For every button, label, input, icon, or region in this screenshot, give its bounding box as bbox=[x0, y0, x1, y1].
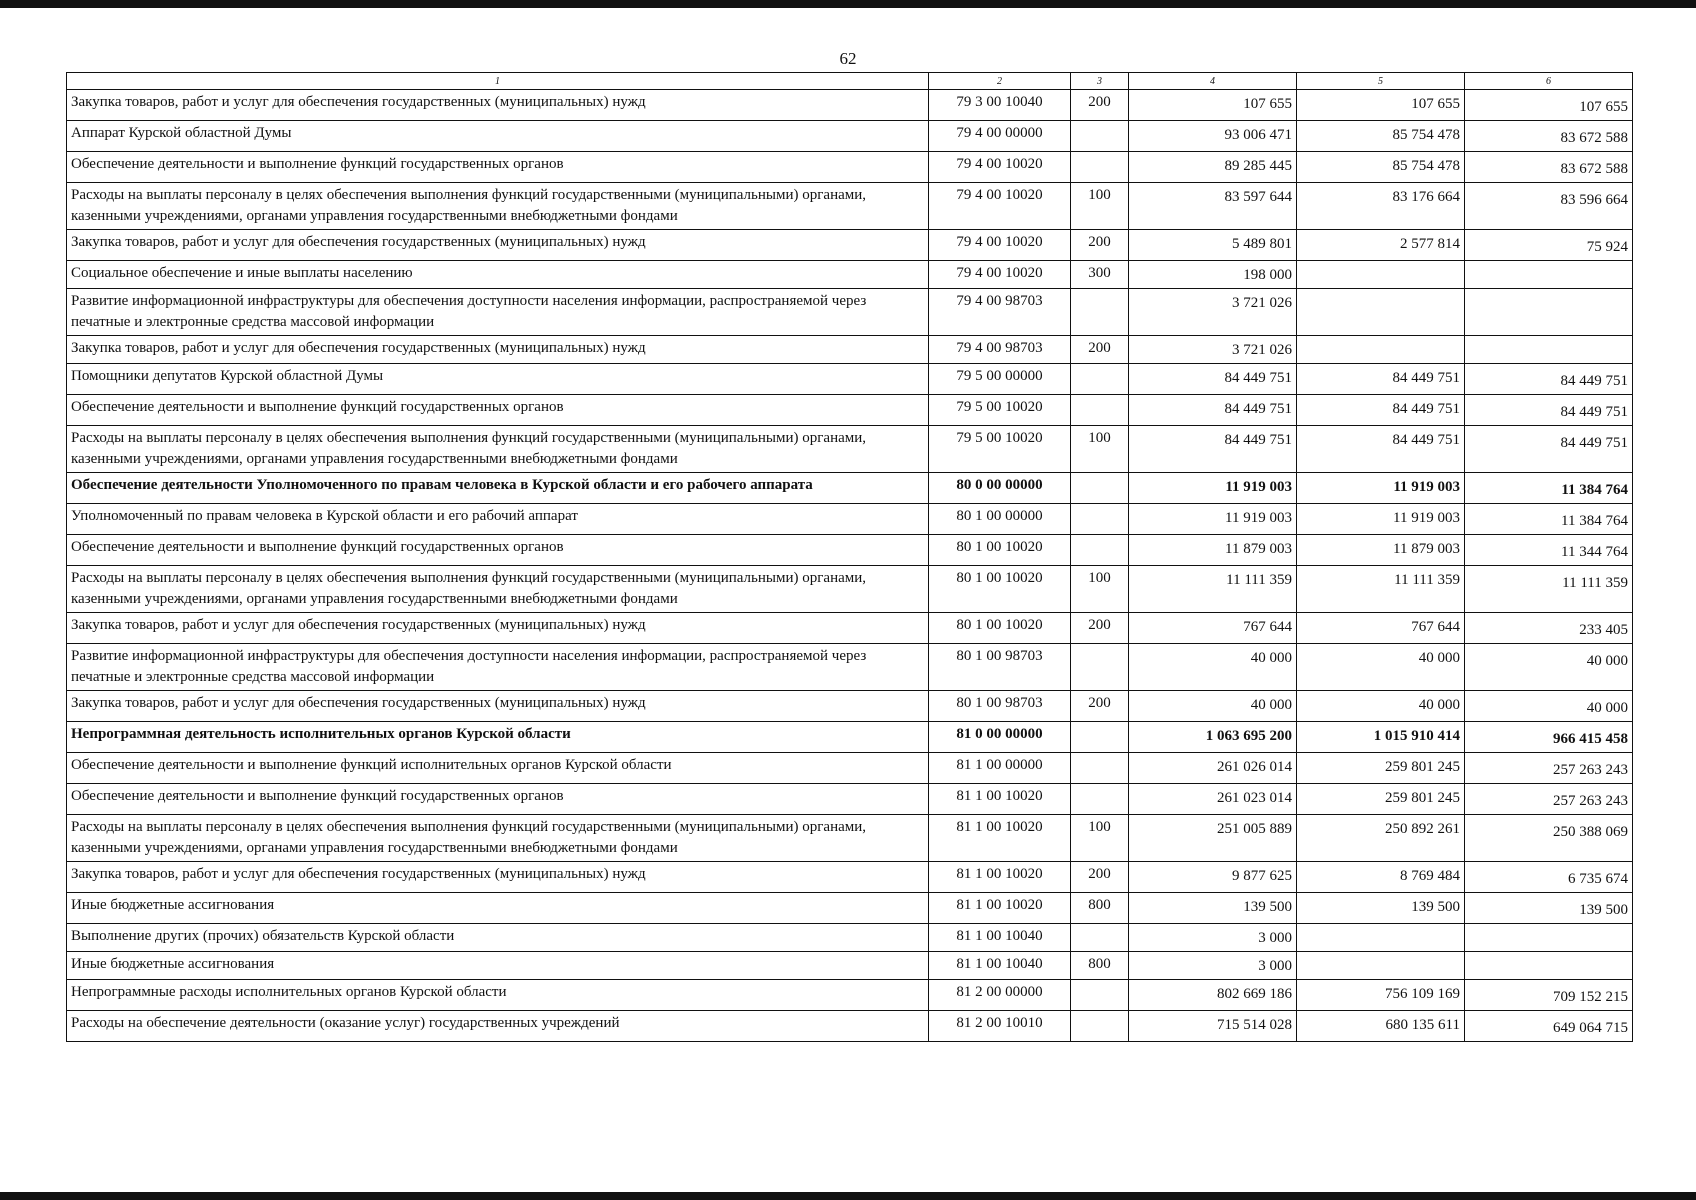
row-value-col6: 83 596 664 bbox=[1465, 183, 1633, 230]
row-value-col6 bbox=[1465, 924, 1633, 952]
row-expense-type bbox=[1071, 644, 1129, 691]
table-row bbox=[67, 722, 1633, 753]
row-code: 81 1 00 10020 bbox=[929, 815, 1071, 862]
row-code: 81 2 00 00000 bbox=[929, 980, 1071, 1011]
row-code: 81 0 00 00000 bbox=[929, 722, 1071, 753]
row-value-col5: 11 919 003 bbox=[1297, 473, 1465, 504]
table-row bbox=[67, 395, 1633, 426]
row-code: 80 1 00 10020 bbox=[929, 613, 1071, 644]
row-value-col6 bbox=[1465, 289, 1633, 336]
scan-border-bottom bbox=[0, 1192, 1696, 1200]
row-value-col4: 83 597 644 bbox=[1129, 183, 1297, 230]
row-value-col4: 11 879 003 bbox=[1129, 535, 1297, 566]
row-value-col5: 259 801 245 bbox=[1297, 753, 1465, 784]
row-value-col6: 6 735 674 bbox=[1465, 862, 1633, 893]
row-value-col5: 40 000 bbox=[1297, 644, 1465, 691]
row-value-col6: 649 064 715 bbox=[1465, 1011, 1633, 1042]
row-code: 81 1 00 10020 bbox=[929, 893, 1071, 924]
row-value-col4: 3 721 026 bbox=[1129, 336, 1297, 364]
row-value-col4: 11 111 359 bbox=[1129, 566, 1297, 613]
row-expense-type bbox=[1071, 1011, 1129, 1042]
row-expense-type bbox=[1071, 504, 1129, 535]
table-row bbox=[67, 364, 1633, 395]
row-code: 81 1 00 10020 bbox=[929, 862, 1071, 893]
row-expense-type bbox=[1071, 152, 1129, 183]
row-code: 79 5 00 10020 bbox=[929, 426, 1071, 473]
row-description: Выполнение других (прочих) обязательств Курской области bbox=[67, 924, 929, 952]
row-value-col4: 3 000 bbox=[1129, 924, 1297, 952]
row-value-col4: 107 655 bbox=[1129, 90, 1297, 121]
row-value-col6: 40 000 bbox=[1465, 691, 1633, 722]
row-expense-type bbox=[1071, 535, 1129, 566]
row-value-col5 bbox=[1297, 952, 1465, 980]
row-value-col5: 85 754 478 bbox=[1297, 121, 1465, 152]
row-value-col5: 83 176 664 bbox=[1297, 183, 1465, 230]
row-description: Непрограммная деятельность исполнительных органов Курской области bbox=[67, 722, 929, 753]
row-description: Уполномоченный по правам человека в Курской области и его рабочий аппарат bbox=[67, 504, 929, 535]
row-value-col4: 11 919 003 bbox=[1129, 504, 1297, 535]
row-value-col6 bbox=[1465, 952, 1633, 980]
table-row bbox=[67, 566, 1633, 613]
row-description: Обеспечение деятельности Уполномоченного по правам человека в Курской области и его рабочего аппарата bbox=[67, 473, 929, 504]
row-expense-type bbox=[1071, 364, 1129, 395]
row-value-col5: 11 919 003 bbox=[1297, 504, 1465, 535]
row-expense-type bbox=[1071, 473, 1129, 504]
table-row bbox=[67, 691, 1633, 722]
row-value-col4: 1 063 695 200 bbox=[1129, 722, 1297, 753]
row-code: 81 1 00 00000 bbox=[929, 753, 1071, 784]
row-description: Закупка товаров, работ и услуг для обеспечения государственных (муниципальных) нужд bbox=[67, 336, 929, 364]
row-code: 81 1 00 10040 bbox=[929, 924, 1071, 952]
row-value-col4: 3 721 026 bbox=[1129, 289, 1297, 336]
row-value-col4: 11 919 003 bbox=[1129, 473, 1297, 504]
row-description: Закупка товаров, работ и услуг для обеспечения государственных (муниципальных) нужд bbox=[67, 613, 929, 644]
row-value-col6: 257 263 243 bbox=[1465, 784, 1633, 815]
row-value-col4: 9 877 625 bbox=[1129, 862, 1297, 893]
row-description: Расходы на обеспечение деятельности (оказание услуг) государственных учреждений bbox=[67, 1011, 929, 1042]
row-description: Обеспечение деятельности и выполнение функций государственных органов bbox=[67, 152, 929, 183]
row-value-col4: 715 514 028 bbox=[1129, 1011, 1297, 1042]
row-description: Расходы на выплаты персоналу в целях обеспечения выполнения функций государственными (муниципальными) органами, казенными учреждениями, органами управления государственными внебюджетными фондами bbox=[67, 566, 929, 613]
row-value-col5: 11 111 359 bbox=[1297, 566, 1465, 613]
row-code: 81 2 00 10010 bbox=[929, 1011, 1071, 1042]
row-value-col4: 40 000 bbox=[1129, 644, 1297, 691]
budget-table bbox=[66, 72, 1633, 1042]
header-col-2: 2 bbox=[929, 73, 1071, 90]
row-value-col6: 11 384 764 bbox=[1465, 473, 1633, 504]
row-expense-type: 100 bbox=[1071, 426, 1129, 473]
page-number: 62 bbox=[839, 49, 857, 68]
table-row bbox=[67, 289, 1633, 336]
row-code: 79 5 00 10020 bbox=[929, 395, 1071, 426]
row-value-col5: 767 644 bbox=[1297, 613, 1465, 644]
row-value-col5: 84 449 751 bbox=[1297, 395, 1465, 426]
row-value-col5: 259 801 245 bbox=[1297, 784, 1465, 815]
row-code: 80 1 00 10020 bbox=[929, 566, 1071, 613]
table-row bbox=[67, 152, 1633, 183]
row-expense-type: 200 bbox=[1071, 230, 1129, 261]
row-value-col6: 40 000 bbox=[1465, 644, 1633, 691]
row-code: 80 1 00 10020 bbox=[929, 535, 1071, 566]
row-code: 79 3 00 10040 bbox=[929, 90, 1071, 121]
row-value-col4: 84 449 751 bbox=[1129, 426, 1297, 473]
row-description: Закупка товаров, работ и услуг для обеспечения государственных (муниципальных) нужд bbox=[67, 862, 929, 893]
row-value-col4: 84 449 751 bbox=[1129, 395, 1297, 426]
row-expense-type bbox=[1071, 121, 1129, 152]
row-code: 80 1 00 98703 bbox=[929, 691, 1071, 722]
row-value-col5: 2 577 814 bbox=[1297, 230, 1465, 261]
table-row bbox=[67, 862, 1633, 893]
row-description: Расходы на выплаты персоналу в целях обеспечения выполнения функций государственными (муниципальными) органами, казенными учреждениями, органами управления государственными внебюджетными фондами bbox=[67, 815, 929, 862]
row-description: Расходы на выплаты персоналу в целях обеспечения выполнения функций государственными (муниципальными) органами, казенными учреждениями, органами управления государственными внебюджетными фондами bbox=[67, 183, 929, 230]
row-value-col5: 11 879 003 bbox=[1297, 535, 1465, 566]
table-row bbox=[67, 1011, 1633, 1042]
row-value-col5: 84 449 751 bbox=[1297, 426, 1465, 473]
row-value-col6: 83 672 588 bbox=[1465, 121, 1633, 152]
row-expense-type: 200 bbox=[1071, 336, 1129, 364]
row-value-col6: 233 405 bbox=[1465, 613, 1633, 644]
row-value-col4: 261 026 014 bbox=[1129, 753, 1297, 784]
row-description: Расходы на выплаты персоналу в целях обеспечения выполнения функций государственными (муниципальными) органами, казенными учреждениями, органами управления государственными внебюджетными фондами bbox=[67, 426, 929, 473]
row-expense-type: 100 bbox=[1071, 183, 1129, 230]
row-code: 80 1 00 98703 bbox=[929, 644, 1071, 691]
row-value-col5: 85 754 478 bbox=[1297, 152, 1465, 183]
header-col-1: 1 bbox=[67, 73, 929, 90]
row-description: Обеспечение деятельности и выполнение функций государственных органов bbox=[67, 784, 929, 815]
table-row bbox=[67, 121, 1633, 152]
row-description: Закупка товаров, работ и услуг для обеспечения государственных (муниципальных) нужд bbox=[67, 230, 929, 261]
row-description: Иные бюджетные ассигнования bbox=[67, 952, 929, 980]
row-value-col6: 250 388 069 bbox=[1465, 815, 1633, 862]
table-row bbox=[67, 261, 1633, 289]
row-expense-type: 200 bbox=[1071, 862, 1129, 893]
row-value-col6: 11 384 764 bbox=[1465, 504, 1633, 535]
row-code: 80 1 00 00000 bbox=[929, 504, 1071, 535]
row-expense-type: 200 bbox=[1071, 691, 1129, 722]
row-description: Иные бюджетные ассигнования bbox=[67, 893, 929, 924]
row-value-col5: 40 000 bbox=[1297, 691, 1465, 722]
row-value-col6: 84 449 751 bbox=[1465, 426, 1633, 473]
row-description: Обеспечение деятельности и выполнение функций исполнительных органов Курской области bbox=[67, 753, 929, 784]
row-expense-type bbox=[1071, 753, 1129, 784]
row-value-col6: 83 672 588 bbox=[1465, 152, 1633, 183]
table-row bbox=[67, 183, 1633, 230]
header-col-3: 3 bbox=[1071, 73, 1129, 90]
row-expense-type: 100 bbox=[1071, 815, 1129, 862]
table-row bbox=[67, 893, 1633, 924]
table-row bbox=[67, 473, 1633, 504]
row-description: Помощники депутатов Курской областной Думы bbox=[67, 364, 929, 395]
row-value-col4: 139 500 bbox=[1129, 893, 1297, 924]
row-value-col4: 89 285 445 bbox=[1129, 152, 1297, 183]
row-value-col5 bbox=[1297, 289, 1465, 336]
row-value-col6: 11 344 764 bbox=[1465, 535, 1633, 566]
row-value-col4: 261 023 014 bbox=[1129, 784, 1297, 815]
row-value-col6: 84 449 751 bbox=[1465, 364, 1633, 395]
row-code: 79 4 00 10020 bbox=[929, 261, 1071, 289]
table-row bbox=[67, 952, 1633, 980]
table-row bbox=[67, 980, 1633, 1011]
row-value-col4: 84 449 751 bbox=[1129, 364, 1297, 395]
table-row bbox=[67, 336, 1633, 364]
row-value-col4: 40 000 bbox=[1129, 691, 1297, 722]
row-value-col6: 257 263 243 bbox=[1465, 753, 1633, 784]
row-description: Развитие информационной инфраструктуры для обеспечения доступности населения информации, распространяемой через печатные и электронные средства массовой информации bbox=[67, 289, 929, 336]
table-body bbox=[67, 90, 1633, 1042]
row-description: Закупка товаров, работ и услуг для обеспечения государственных (муниципальных) нужд bbox=[67, 691, 929, 722]
row-description: Закупка товаров, работ и услуг для обеспечения государственных (муниципальных) нужд bbox=[67, 90, 929, 121]
row-value-col4: 198 000 bbox=[1129, 261, 1297, 289]
row-value-col6: 75 924 bbox=[1465, 230, 1633, 261]
row-value-col5: 680 135 611 bbox=[1297, 1011, 1465, 1042]
table-row bbox=[67, 644, 1633, 691]
table-row bbox=[67, 535, 1633, 566]
row-value-col6: 107 655 bbox=[1465, 90, 1633, 121]
row-code: 79 4 00 10020 bbox=[929, 230, 1071, 261]
table-row bbox=[67, 784, 1633, 815]
row-expense-type bbox=[1071, 980, 1129, 1011]
scan-border-top bbox=[0, 0, 1696, 8]
row-description: Непрограммные расходы исполнительных органов Курской области bbox=[67, 980, 929, 1011]
row-description: Развитие информационной инфраструктуры для обеспечения доступности населения информации, распространяемой через печатные и электронные средства массовой информации bbox=[67, 644, 929, 691]
header-col-6: 6 bbox=[1465, 73, 1633, 90]
row-expense-type bbox=[1071, 395, 1129, 426]
table-row bbox=[67, 613, 1633, 644]
row-value-col5 bbox=[1297, 336, 1465, 364]
row-value-col4: 3 000 bbox=[1129, 952, 1297, 980]
table-row bbox=[67, 924, 1633, 952]
row-expense-type: 200 bbox=[1071, 613, 1129, 644]
row-code: 81 1 00 10040 bbox=[929, 952, 1071, 980]
row-code: 79 4 00 98703 bbox=[929, 289, 1071, 336]
header-col-5: 5 bbox=[1297, 73, 1465, 90]
table-row bbox=[67, 504, 1633, 535]
header-row bbox=[67, 73, 1633, 90]
row-expense-type: 100 bbox=[1071, 566, 1129, 613]
row-value-col5 bbox=[1297, 924, 1465, 952]
row-expense-type: 200 bbox=[1071, 90, 1129, 121]
row-description: Аппарат Курской областной Думы bbox=[67, 121, 929, 152]
row-value-col4: 251 005 889 bbox=[1129, 815, 1297, 862]
row-value-col6: 11 111 359 bbox=[1465, 566, 1633, 613]
row-code: 79 4 00 98703 bbox=[929, 336, 1071, 364]
row-value-col5: 1 015 910 414 bbox=[1297, 722, 1465, 753]
table-row bbox=[67, 90, 1633, 121]
row-expense-type: 800 bbox=[1071, 952, 1129, 980]
row-value-col5 bbox=[1297, 261, 1465, 289]
row-value-col5: 250 892 261 bbox=[1297, 815, 1465, 862]
row-expense-type bbox=[1071, 784, 1129, 815]
row-value-col5: 107 655 bbox=[1297, 90, 1465, 121]
row-value-col6 bbox=[1465, 261, 1633, 289]
table-row bbox=[67, 815, 1633, 862]
row-code: 79 4 00 10020 bbox=[929, 183, 1071, 230]
row-value-col5: 8 769 484 bbox=[1297, 862, 1465, 893]
row-code: 80 0 00 00000 bbox=[929, 473, 1071, 504]
row-value-col6: 709 152 215 bbox=[1465, 980, 1633, 1011]
row-value-col4: 5 489 801 bbox=[1129, 230, 1297, 261]
table-row bbox=[67, 230, 1633, 261]
row-value-col5: 84 449 751 bbox=[1297, 364, 1465, 395]
row-code: 81 1 00 10020 bbox=[929, 784, 1071, 815]
row-value-col5: 756 109 169 bbox=[1297, 980, 1465, 1011]
row-description: Обеспечение деятельности и выполнение функций государственных органов bbox=[67, 535, 929, 566]
row-value-col4: 93 006 471 bbox=[1129, 121, 1297, 152]
header-col-4: 4 bbox=[1129, 73, 1297, 90]
row-description: Обеспечение деятельности и выполнение функций государственных органов bbox=[67, 395, 929, 426]
row-expense-type: 800 bbox=[1071, 893, 1129, 924]
row-code: 79 4 00 10020 bbox=[929, 152, 1071, 183]
row-value-col4: 802 669 186 bbox=[1129, 980, 1297, 1011]
row-expense-type: 300 bbox=[1071, 261, 1129, 289]
row-code: 79 5 00 00000 bbox=[929, 364, 1071, 395]
row-code: 79 4 00 00000 bbox=[929, 121, 1071, 152]
table-row bbox=[67, 426, 1633, 473]
row-value-col4: 767 644 bbox=[1129, 613, 1297, 644]
table-row bbox=[67, 753, 1633, 784]
row-description: Социальное обеспечение и иные выплаты населению bbox=[67, 261, 929, 289]
row-expense-type bbox=[1071, 722, 1129, 753]
row-expense-type bbox=[1071, 924, 1129, 952]
row-value-col6: 966 415 458 bbox=[1465, 722, 1633, 753]
row-expense-type bbox=[1071, 289, 1129, 336]
row-value-col6: 139 500 bbox=[1465, 893, 1633, 924]
row-value-col6: 84 449 751 bbox=[1465, 395, 1633, 426]
row-value-col5: 139 500 bbox=[1297, 893, 1465, 924]
row-value-col6 bbox=[1465, 336, 1633, 364]
